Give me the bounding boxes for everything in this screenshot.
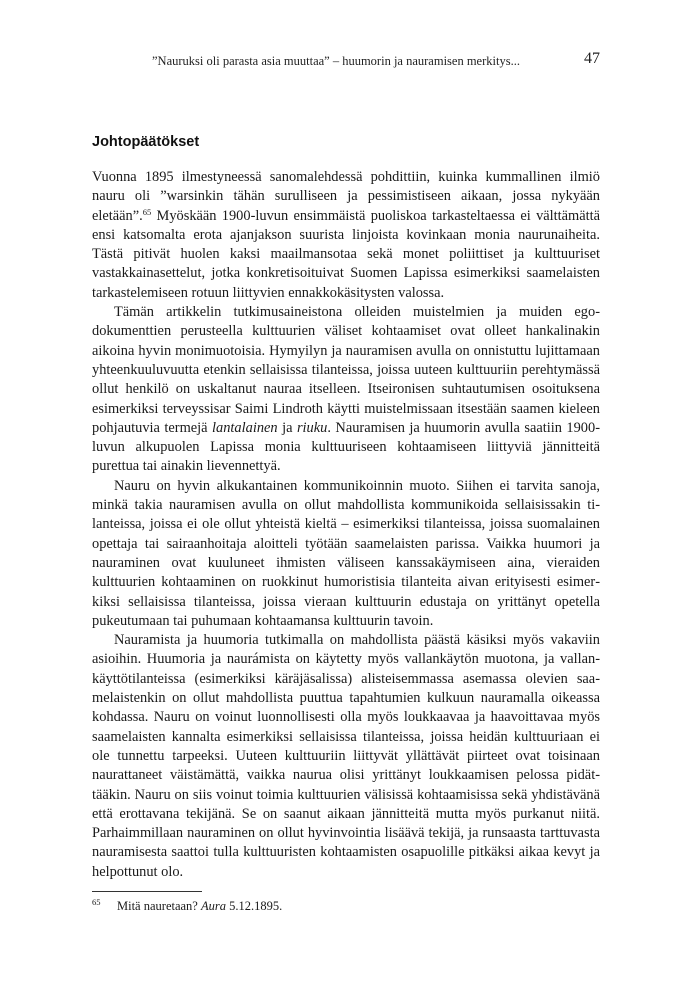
footnote-question: Mitä nauretaan? bbox=[117, 899, 201, 913]
running-title: ”Nauruksi oli parasta asia muuttaa” – huumorin ja nauramisen merkitys... bbox=[152, 54, 520, 68]
paragraph-2 bbox=[92, 303, 600, 477]
body-text bbox=[92, 168, 600, 882]
footnote-reference[interactable]: 65 bbox=[142, 206, 152, 217]
term-riuku: riuku bbox=[296, 419, 328, 436]
paragraph-3: Nauru on hyvin alkukantainen kommunikoinnin muoto. Siihen ei tarvita sanoja, minkä takia nauramisen avulla on ollut mahdollista kommunikoida sellaisissakin tilanteissa, joissa ei ole ollut yhteistä kieltä – esimerkiksi tilanteissa, joissa suomalainen opettaja tai sairaanhoitaja aloitteli työtään saamelaisten parissa. Vaikka huumori ja nauraminen ovat kuuluneet ihmisten väliseen kanssakäymiseen aina, vieraiden kulttuurien kohtaaminen on ruokkinut humoristisia tilanteita aivan erityisesti esimerkiksi sellaisissa tilanteissa, joissa vieraan kulttuurin edustaja on yrittänyt opetella pukeutumaan tai puhumaan kohtaamansa kulttuurin tavoin. bbox=[92, 477, 600, 629]
paragraph-2-part-b: . Nauramisen ja huumorin avulla saatiin 1900-luvun alkupuolen Lapissa monia kulttuuriseen kohtaamiseen liittyviä jännitteitä purettua tai ainakin lievennettyä. bbox=[92, 419, 600, 475]
footnote-text bbox=[117, 899, 282, 914]
footnote-date: 5.12.1895. bbox=[225, 899, 283, 913]
paragraph-4: Nauramista ja huumoria tutkimalla on mahdollista päästä käsiksi myös vakaviin asioihin. Huumoria ja naurámista on käytetty myös vallankäytön muotona, ja vallankäyttötilanteissa (esimerkiksi käräjäsalissa) alisteisemmassa asemassa olevien saamelaistenkin on ollut mahdollista puuttua tapahtumien kulkuun nauramalla oikeassa kohdassa. Nauru on voinut luonnollisesti olla myös loukkaavaa ja haavoittavaa myös saamelaisten kannalta esimerkiksi sellaisissa tilanteissa, joissa heidän kulttuuriaan ei ole tunnettu tarpeeksi. Uuteen kulttuuriin liittyvät yllättävät piirteet ovat toisinaan naurattaneet väistämättä, vaikka naurua olisi yrittänyt loukkaamisen pelossa pidättääkin. Nauru on siis voinut toimia kulttuurien välisissä kohtaamisissa sekä yhdistävänä että erottavana tekijänä. Se on saanut aikaan jännitteitä mutta myös purkanut niitä. Parhaimmillaan nauraminen on ollut hyvinvointia lisäävä tekijä, ja runsaasta tarttuvasta nauramisesta saattoi tulla kulttuuristen kohtaamisten osapuolille pitkäksi aikaa kevyt ja helpottunut olo. bbox=[92, 632, 600, 880]
paragraph-1-part-b: Myöskään 1900-luvun ensimmäistä puoliskoa tarkasteltaessa ei välttämättä ensi katsomalta erota ajanjakson suurista linjoista kovinkaan monia naurunaiheita. Tästä pitivät huolen kaksi maailmansotaa sekä monet poliittiset ja kulttuuriset vastakkainasettelut, jotka konkretisoituivat Suomen Lapissa esimerkiksi saamelaisten tarkastelemiseen rotuun liittyvien ennakkokäsitysten valossa. bbox=[92, 207, 600, 301]
section-heading: Johtopäätökset bbox=[92, 134, 200, 150]
running-header bbox=[92, 50, 600, 72]
term-lantalainen: lantalainen bbox=[212, 419, 278, 436]
paragraph-1 bbox=[92, 168, 600, 303]
footnote-source: Aura bbox=[200, 899, 226, 913]
paragraph-1-part-a: Vuonna 1895 ilmestyneessä sanomalehdessä pohdittiin, kuinka kummallinen ilmiö nauru oli ”warsinkin tähän surulliseen ja pessimistiseen aikaan, jossa nykyään eletään”. bbox=[92, 169, 600, 224]
paragraph-2-connector: ja bbox=[277, 419, 297, 436]
footnote-divider bbox=[92, 891, 202, 892]
footnote-number: 65 bbox=[92, 897, 101, 907]
page-number: 47 bbox=[584, 50, 600, 67]
paragraph-2-part-a: Tämän artikkelin tutkimusaineistona olleiden muistelmien ja muiden egodokumenttien perusteella kulttuurien väliset kohtaamiset ovat olleet hankalinakin aikoina hyvin monimuotoisia. Hymyilyn ja nauramisen avulla on onnistuttu lujittamaan yhteenkuuluvuutta etenkin sellaisissa tilanteissa, joissa uuteen kulttuuriin perehtymässä ollut henkilö on uskaltanut nauraa itselleen. Itseironisen suhtautumisen osoituksena esimerkiksi terveyssisar Saimi Lindroth käytti muistelmissaan itsestään saamen kieleen pohjautuvia termejä bbox=[92, 304, 600, 436]
